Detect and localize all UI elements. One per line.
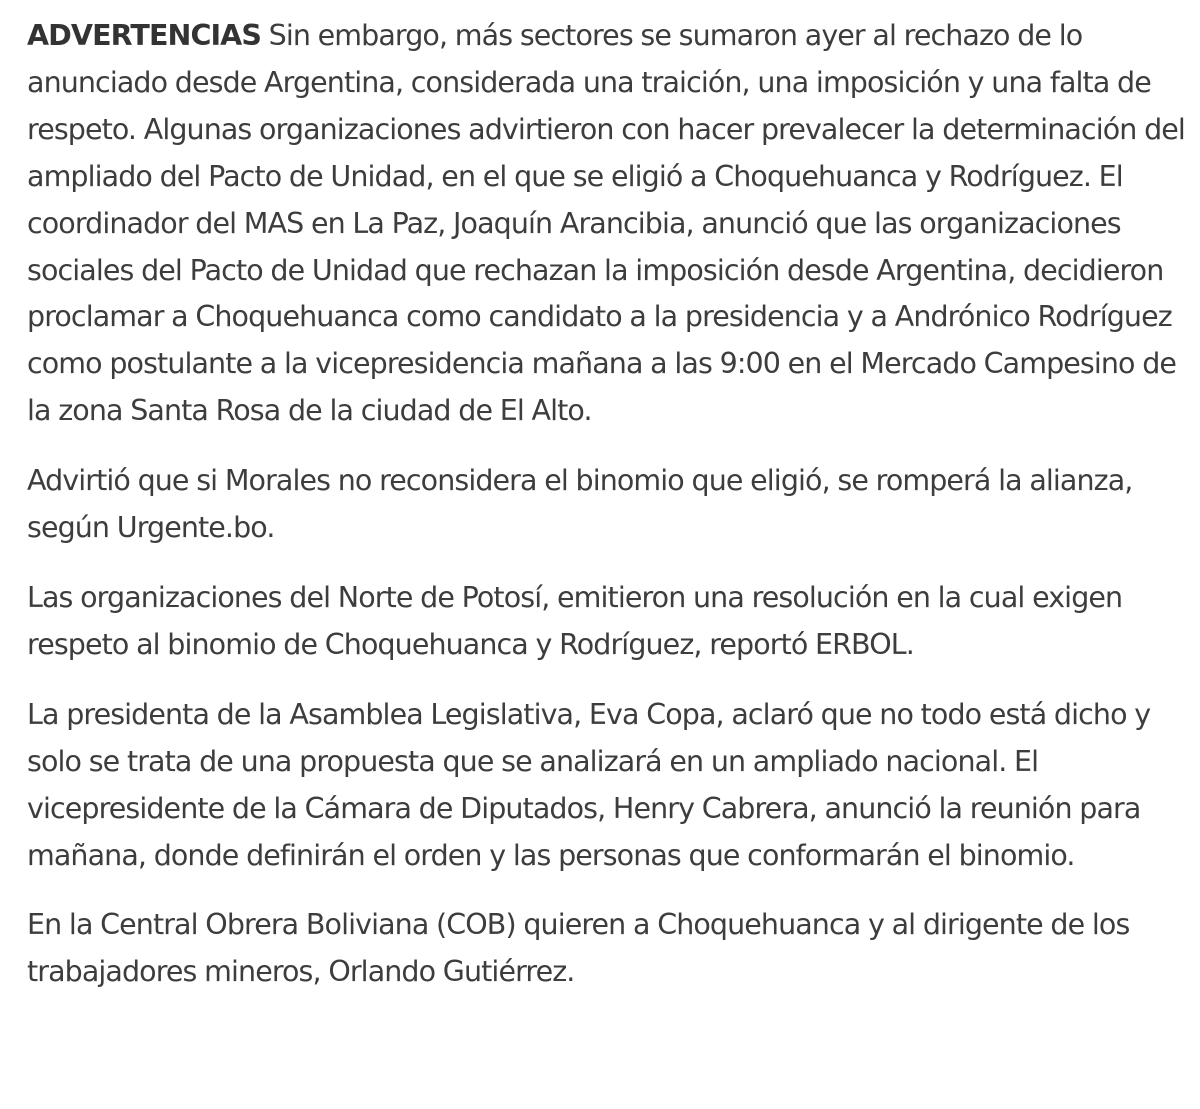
paragraph-morales-warning: Advirtió que si Morales no reconsidera el binomio que eligió, se romperá la alianza, según Urgente.bo. [27,464,1133,545]
paragraph-cob: En la Central Obrera Boliviana (COB) quieren a Choquehuanca y al dirigente de los trabajadores mineros, Orlando Gutiérrez. [27,908,1130,989]
article-body [27,13,1187,1019]
paragraph-eva-copa: La presidenta de la Asamblea Legislativa, Eva Copa, aclaró que no todo está dicho y solo se trata de una propuesta que se analizará en un ampliado nacional. El vicepresidente de la Cámara de Diputados, Henry Cabrera, anunció la reunión para mañana, donde definirán el orden y las personas que conformarán el binomio. [27,697,1151,872]
paragraph-norte-potosi: Las organizaciones del Norte de Potosí, emitieron una resolución en la cual exigen respeto al binomio de Choquehuanca y Rodríguez, reportó ERBOL. [27,580,1123,661]
paragraph-advertencias [27,13,1187,435]
paragraph-advertencias-text: Sin embargo, más sectores se sumaron ayer al rechazo de lo anunciado desde Argentina, considerada una traición, una imposición y una falta de respeto. Algunas organizaciones advirtieron con hacer prevalecer la determinación del ampliado del Pacto de Unidad, en el que se eligió a Choquehuanca y Rodríguez. El coordinador del MAS en La Paz, Joaquín Arancibia, anunció que las organizaciones sociales del Pacto de Unidad que rechazan la imposición desde Argentina, decidieron proclamar a Choquehuanca como candidato a la presidencia y a Andrónico Rodríguez como postulante a la vicepresidencia mañana a las 9:00 en el Mercado Campesino de la zona Santa Rosa de la ciudad de El Alto. [27,19,1185,428]
section-lead-heading: ADVERTENCIAS [27,19,261,52]
